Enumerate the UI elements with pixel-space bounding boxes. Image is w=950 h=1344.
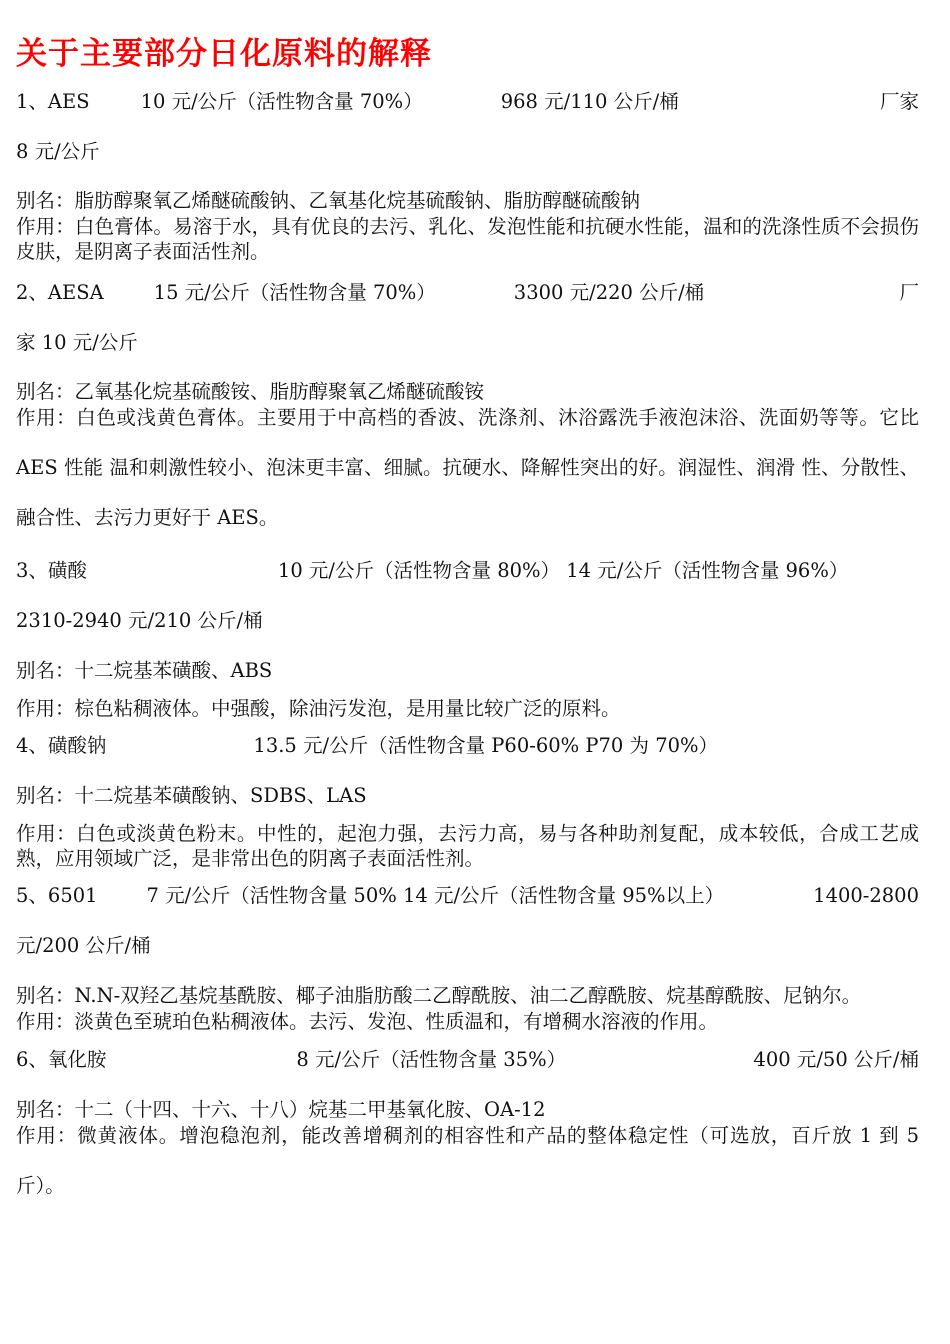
item-3-alias: 别名：十二烷基苯磺酸、ABS xyxy=(16,659,273,682)
item-4-price: 13.5 元/公斤（活性物含量 P60-60% P70 为 70%） xyxy=(253,734,719,757)
item-1-heading xyxy=(16,88,919,115)
item-4-name: 4、磺酸钠 xyxy=(16,734,107,757)
item-2-bulk-price: 3300 元/220 公斤/桶 xyxy=(513,281,705,304)
item-5-use: 作用：淡黄色至琥珀色粘稠液体。去污、发泡、性质温和，有增稠水溶液的作用。 xyxy=(16,1010,719,1033)
item-3-heading xyxy=(16,557,919,584)
item-1-use: 作用：白色膏体。易溶于水，具有优良的去污、乳化、发泡性能和抗硬水性能，温和的洗涤性质不会损伤皮肤，是阴离子表面活性剂。 xyxy=(16,215,919,263)
item-3-heading-cont: 2310-2940 元/210 公斤/桶 xyxy=(16,609,263,632)
item-1-bulk-price: 968 元/110 公斤/桶 xyxy=(500,90,679,113)
item-2-heading xyxy=(16,279,919,306)
item-1-factory: 厂家 xyxy=(879,90,919,113)
item-1-name: 1、AES xyxy=(16,90,90,113)
item-6-heading xyxy=(16,1046,919,1073)
item-4-heading xyxy=(16,732,919,759)
item-4-use: 作用：白色或淡黄色粉末。中性的，起泡力强，去污力高，易与各种助剂复配，成本较低，合成工艺成熟，应用领域广泛，是非常出色的阴离子表面活性剂。 xyxy=(16,822,919,870)
item-3-price: 10 元/公斤（活性物含量 80%） 14 元/公斤（活性物含量 96%） xyxy=(277,559,849,582)
item-6-alias: 别名：十二（十四、十六、十八）烷基二甲基氧化胺、OA-12 xyxy=(16,1098,546,1121)
document-title: 关于主要部分日化原料的解释 xyxy=(16,36,432,72)
item-1-price: 10 元/公斤（活性物含量 70%） xyxy=(140,90,423,113)
item-5-name: 5、6501 xyxy=(16,884,98,907)
item-5-bulk-price: 1400-2800 xyxy=(813,884,919,907)
item-2-alias: 别名：乙氧基化烷基硫酸铵、脂肪醇聚氧乙烯醚硫酸铵 xyxy=(16,380,485,403)
item-3-name: 3、磺酸 xyxy=(16,559,87,582)
item-4-alias: 别名：十二烷基苯磺酸钠、SDBS、LAS xyxy=(16,784,367,807)
item-6-bulk-price: 400 元/50 公斤/桶 xyxy=(753,1048,919,1071)
item-6-price: 8 元/公斤（活性物含量 35%） xyxy=(296,1048,567,1071)
item-2-price: 15 元/公斤（活性物含量 70%） xyxy=(153,281,436,304)
item-1-alias: 别名：脂肪醇聚氧乙烯醚硫酸钠、乙氧基化烷基硫酸钠、脂肪醇醚硫酸钠 xyxy=(16,189,641,212)
item-2-name: 2、AESA xyxy=(16,281,104,304)
item-2-use: 作用：白色或浅黄色膏体。主要用于中高档的香波、洗涤剂、沐浴露洗手液泡沫浴、洗面奶等等。它比 AES 性能 温和刺激性较小、泡沫更丰富、细腻。抗硬水、降解性突出的好。润湿性、润滑 性、分散性、融合性、去污力更好于 AES。 xyxy=(16,406,919,529)
item-2-factory: 厂 xyxy=(899,281,919,304)
item-6-use: 作用：微黄液体。增泡稳泡剂，能改善增稠剂的相容性和产品的整体稳定性（可选放，百斤放 1 到 5 斤）。 xyxy=(16,1124,919,1197)
item-5-heading-cont: 元/200 公斤/桶 xyxy=(16,934,151,957)
item-3-use: 作用：棕色粘稠液体。中强酸，除油污发泡，是用量比较广泛的原料。 xyxy=(16,697,621,720)
item-1-heading-cont: 8 元/公斤 xyxy=(16,140,100,163)
item-6-name: 6、氧化胺 xyxy=(16,1048,107,1071)
item-2-heading-cont: 家 10 元/公斤 xyxy=(16,331,138,354)
item-5-alias: 别名：N.N-双羟乙基烷基酰胺、椰子油脂肪酸二乙醇酰胺、油二乙醇酰胺、烷基醇酰胺、尼钠尔。 xyxy=(16,984,862,1007)
item-5-heading xyxy=(16,882,919,909)
item-5-price: 7 元/公斤（活性物含量 50% 14 元/公斤（活性物含量 95%以上） xyxy=(146,884,725,907)
